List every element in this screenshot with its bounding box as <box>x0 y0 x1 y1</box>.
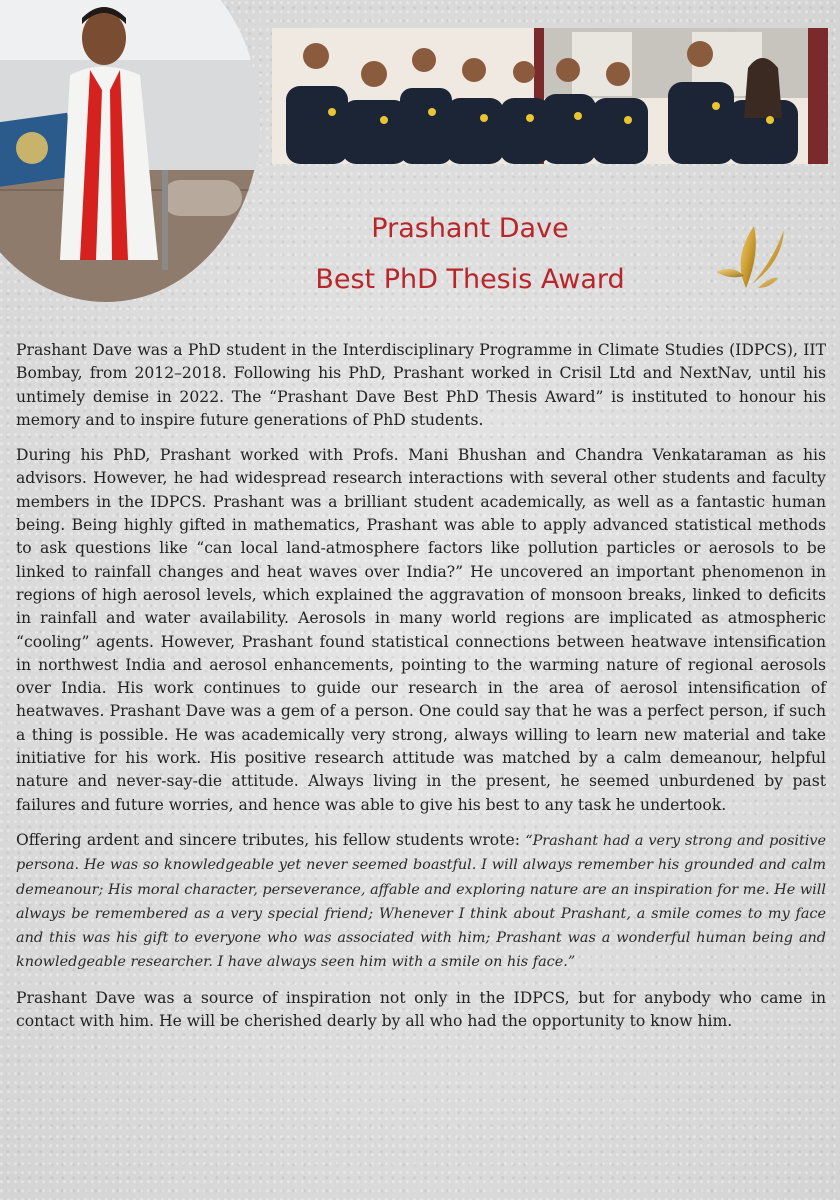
paragraph-intro: Prashant Dave was a PhD student in the Interdisciplinary Programme in Climate Studies (IDPCS), IIT Bombay, from 2012–2018. Following his PhD, Prashant worked in Crisil Ltd and NextNav, until his untimely demise in 2022. The “Prashant Dave Best PhD Thesis Award” is instituted to honour his memory and to inspire future generations of PhD students. <box>16 341 826 429</box>
award-title <box>290 203 650 305</box>
group-photo <box>272 28 828 164</box>
paragraph-tributes <box>16 829 826 975</box>
title-name: Prashant Dave <box>371 213 569 244</box>
paragraph-research: During his PhD, Prashant worked with Profs. Mani Bhushan and Chandra Venkataraman as his advisors. However, he had widespread research interactions with several other students and faculty members in the IDPCS. Prashant was a brilliant student academically, as well as a fantastic human being. Being highly gifted in mathematics, Prashant was able to apply advanced statistical methods to ask questions like “can local land-atmosphere factors like pollution particles or aerosols to be linked to rainfall changes and heat waves over India?” He uncovered an important phenomenon in regions of high aerosol levels, which explained the aggravation of monsoon breaks, linked to deficits in rainfall and water availability. Aerosols in many world regions are implicated as atmospheric “cooling” agents. However, Prashant found statistical connections between heatwave intensification in northwest India and aerosol enhancements, pointing to the warming nature of regional aerosols over India. His work continues to guide our research in the area of aerosol intensification of heatwaves. Prashant Dave was a gem of a person. One could say that he was a perfect person, if such a thing is possible. He was academically very strong, always willing to learn new material and take initiative for his work. His positive research attitude was matched by a calm demeanour, helpful nature and never-say-die attitude. Always living in the present, he seemed unburdened by past failures and future worries, and hence was able to give his best to any task he undertook. <box>16 446 826 814</box>
tribute-text <box>16 339 826 1045</box>
tributes-intro: Offering ardent and sincere tributes, his fellow students wrote: <box>16 830 526 849</box>
tributes-quote: “Prashant had a very strong and positive persona. He was so knowledgeable yet never seemed boastful. I will always remember his grounded and calm demeanour; His moral character, perseverance, affable and exploring nature are an inspiration for me. He will always be remembered as a very special friend; Whenever I think about Prashant, a smile comes to my face and this was his gift to everyone who was associated with him; Prashant was a wonderful human being and knowledgeable researcher. I have always seen him with a smile on his face.” <box>16 832 826 971</box>
portrait-photo <box>0 0 260 302</box>
gold-leaf-ornament <box>712 218 788 294</box>
paragraph-closing: Prashant Dave was a source of inspiration not only in the IDPCS, but for anybody who came in contact with him. He will be cherished dearly by all who had the opportunity to know him. <box>16 988 826 1031</box>
title-award: Best PhD Thesis Award <box>315 264 625 295</box>
